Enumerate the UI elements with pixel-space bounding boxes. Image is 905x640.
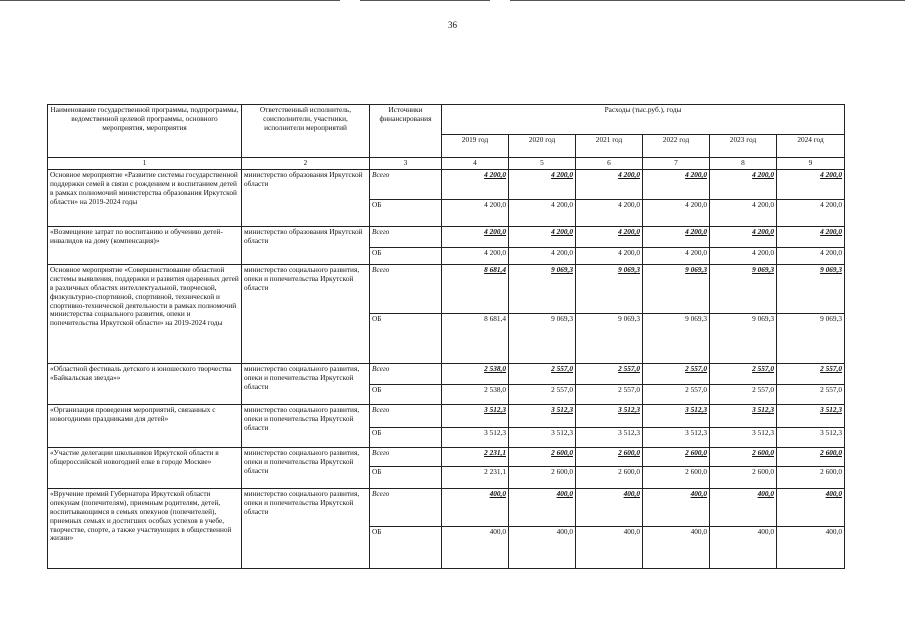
total-amount: 2 557,0 bbox=[777, 364, 845, 385]
total-amount: 4 200,0 bbox=[777, 170, 845, 200]
activity-name: «Областной фестиваль детского и юношеского творчества «Байкальская звезда»» bbox=[48, 364, 242, 405]
funding-source-ob: ОБ bbox=[370, 314, 442, 364]
column-number: 6 bbox=[576, 158, 643, 170]
ob-amount: 2 557,0 bbox=[710, 385, 777, 405]
ob-amount: 2 231,1 bbox=[442, 467, 509, 489]
ob-amount: 3 512,3 bbox=[442, 428, 509, 448]
scan-top-edge bbox=[0, 0, 905, 2]
total-amount: 9 069,3 bbox=[710, 265, 777, 314]
responsible-executor: министерство социального развития, опеки и попечительства Иркутской области bbox=[242, 448, 370, 489]
header-name: Наименование государственной программы, подпрограммы, ведомственной целевой программы, основного мероприятия, мероприятия bbox=[48, 105, 242, 158]
total-amount: 9 069,3 bbox=[777, 265, 845, 314]
column-number: 2 bbox=[242, 158, 370, 170]
total-amount: 2 600,0 bbox=[777, 448, 845, 467]
ob-amount: 2 600,0 bbox=[576, 467, 643, 489]
total-amount: 3 512,3 bbox=[643, 405, 710, 428]
funding-source-total: Всего bbox=[370, 227, 442, 248]
total-amount: 400,0 bbox=[509, 489, 576, 527]
ob-amount: 8 681,4 bbox=[442, 314, 509, 364]
header-year: 2020 год bbox=[509, 135, 576, 158]
responsible-executor: министерство образования Иркутской области bbox=[242, 227, 370, 265]
header-year: 2021 год bbox=[576, 135, 643, 158]
total-amount: 4 200,0 bbox=[710, 227, 777, 248]
responsible-executor: министерство социального развития, опеки и попечительства Иркутской области bbox=[242, 405, 370, 448]
table-body bbox=[48, 170, 845, 569]
total-amount: 4 200,0 bbox=[509, 170, 576, 200]
ob-amount: 2 557,0 bbox=[509, 385, 576, 405]
ob-amount: 2 600,0 bbox=[710, 467, 777, 489]
ob-amount: 4 200,0 bbox=[576, 200, 643, 227]
total-amount: 400,0 bbox=[442, 489, 509, 527]
ob-amount: 4 200,0 bbox=[710, 200, 777, 227]
total-amount: 4 200,0 bbox=[576, 170, 643, 200]
funding-source-ob: ОБ bbox=[370, 527, 442, 569]
total-amount: 2 231,1 bbox=[442, 448, 509, 467]
total-amount: 9 069,3 bbox=[509, 265, 576, 314]
ob-amount: 3 512,3 bbox=[710, 428, 777, 448]
funding-source-ob: ОБ bbox=[370, 200, 442, 227]
ob-amount: 2 557,0 bbox=[643, 385, 710, 405]
total-amount: 4 200,0 bbox=[643, 170, 710, 200]
funding-source-total: Всего bbox=[370, 265, 442, 314]
ob-amount: 3 512,3 bbox=[777, 428, 845, 448]
total-amount: 400,0 bbox=[710, 489, 777, 527]
ob-amount: 4 200,0 bbox=[509, 248, 576, 265]
funding-source-ob: ОБ bbox=[370, 385, 442, 405]
total-amount: 3 512,3 bbox=[710, 405, 777, 428]
table-row bbox=[48, 405, 845, 428]
ob-amount: 2 538,0 bbox=[442, 385, 509, 405]
ob-amount: 4 200,0 bbox=[643, 248, 710, 265]
column-number: 9 bbox=[777, 158, 845, 170]
total-amount: 3 512,3 bbox=[777, 405, 845, 428]
funding-source-total: Всего bbox=[370, 405, 442, 428]
total-amount: 2 557,0 bbox=[643, 364, 710, 385]
table-row bbox=[48, 489, 845, 527]
total-amount: 2 538,0 bbox=[442, 364, 509, 385]
activity-name: «Организация проведения мероприятий, связанных с новогодними праздниками для детей» bbox=[48, 405, 242, 448]
total-amount: 2 557,0 bbox=[710, 364, 777, 385]
header-source: Источники финансирования bbox=[370, 105, 442, 158]
total-amount: 4 200,0 bbox=[777, 227, 845, 248]
ob-amount: 4 200,0 bbox=[509, 200, 576, 227]
ob-amount: 3 512,3 bbox=[576, 428, 643, 448]
funding-source-ob: ОБ bbox=[370, 467, 442, 489]
total-amount: 400,0 bbox=[777, 489, 845, 527]
column-number: 7 bbox=[643, 158, 710, 170]
total-amount: 2 600,0 bbox=[576, 448, 643, 467]
ob-amount: 4 200,0 bbox=[710, 248, 777, 265]
ob-amount: 9 069,3 bbox=[576, 314, 643, 364]
total-amount: 4 200,0 bbox=[710, 170, 777, 200]
total-amount: 9 069,3 bbox=[576, 265, 643, 314]
funding-source-ob: ОБ bbox=[370, 428, 442, 448]
total-amount: 9 069,3 bbox=[643, 265, 710, 314]
total-amount: 4 200,0 bbox=[509, 227, 576, 248]
budget-table bbox=[47, 104, 845, 569]
total-amount: 2 600,0 bbox=[710, 448, 777, 467]
total-amount: 8 681,4 bbox=[442, 265, 509, 314]
total-amount: 4 200,0 bbox=[643, 227, 710, 248]
ob-amount: 9 069,3 bbox=[509, 314, 576, 364]
total-amount: 4 200,0 bbox=[442, 227, 509, 248]
ob-amount: 4 200,0 bbox=[442, 248, 509, 265]
header-executor: Ответственный исполнитель, соисполнители, участники, исполнители мероприятий bbox=[242, 105, 370, 158]
column-number: 4 bbox=[442, 158, 509, 170]
total-amount: 400,0 bbox=[576, 489, 643, 527]
ob-amount: 400,0 bbox=[509, 527, 576, 569]
total-amount: 4 200,0 bbox=[576, 227, 643, 248]
activity-name: «Вручение премий Губернатора Иркутской области опекунам (попечителям), приемным родителям, детей, воспитывающимся в семьях опекунов (попечителей), приемных семьях и достигших особых успехов в учебе, творчестве, спорте, а также участвующих в общественной жизни» bbox=[48, 489, 242, 569]
table-row bbox=[48, 227, 845, 248]
total-amount: 3 512,3 bbox=[442, 405, 509, 428]
funding-source-total: Всего bbox=[370, 364, 442, 385]
table-row bbox=[48, 364, 845, 385]
ob-amount: 3 512,3 bbox=[509, 428, 576, 448]
ob-amount: 4 200,0 bbox=[442, 200, 509, 227]
table-row bbox=[48, 448, 845, 467]
ob-amount: 2 600,0 bbox=[777, 467, 845, 489]
header-expenses: Расходы (тыс.руб.), годы bbox=[442, 105, 845, 135]
total-amount: 4 200,0 bbox=[442, 170, 509, 200]
ob-amount: 4 200,0 bbox=[777, 248, 845, 265]
ob-amount: 400,0 bbox=[643, 527, 710, 569]
total-amount: 3 512,3 bbox=[576, 405, 643, 428]
column-number: 5 bbox=[509, 158, 576, 170]
ob-amount: 4 200,0 bbox=[777, 200, 845, 227]
responsible-executor: министерство образования Иркутской области bbox=[242, 170, 370, 227]
activity-name: «Участие делегации школьников Иркутской области в общероссийской новогодней елке в городе Москве» bbox=[48, 448, 242, 489]
responsible-executor: министерство социального развития, опеки и попечительства Иркутской области bbox=[242, 364, 370, 405]
ob-amount: 9 069,3 bbox=[643, 314, 710, 364]
header-year: 2019 год bbox=[442, 135, 509, 158]
ob-amount: 2 557,0 bbox=[576, 385, 643, 405]
responsible-executor: министерство социального развития, опеки и попечительства Иркутской области bbox=[242, 265, 370, 364]
responsible-executor: министерство социального развития, опеки и попечительства Иркутской области bbox=[242, 489, 370, 569]
ob-amount: 4 200,0 bbox=[643, 200, 710, 227]
total-amount: 2 600,0 bbox=[509, 448, 576, 467]
total-amount: 3 512,3 bbox=[509, 405, 576, 428]
total-amount: 400,0 bbox=[643, 489, 710, 527]
ob-amount: 2 600,0 bbox=[509, 467, 576, 489]
ob-amount: 2 600,0 bbox=[643, 467, 710, 489]
ob-amount: 4 200,0 bbox=[576, 248, 643, 265]
column-number: 3 bbox=[370, 158, 442, 170]
table-row bbox=[48, 265, 845, 314]
ob-amount: 2 557,0 bbox=[777, 385, 845, 405]
ob-amount: 400,0 bbox=[777, 527, 845, 569]
activity-name: Основное мероприятие «Совершенствование областной системы выявления, поддержки и развития одаренных детей в различных областях интеллектуальной, творческой, физкультурно-спортивной, спортивной, технической и спортивно-технической деятельности в рамках полномочий министерства социального развития, опеки и попечительства Иркутской области» на 2019-2024 годы bbox=[48, 265, 242, 364]
ob-amount: 9 069,3 bbox=[777, 314, 845, 364]
ob-amount: 400,0 bbox=[576, 527, 643, 569]
total-amount: 2 600,0 bbox=[643, 448, 710, 467]
header-year: 2024 год bbox=[777, 135, 845, 158]
total-amount: 2 557,0 bbox=[576, 364, 643, 385]
funding-source-total: Всего bbox=[370, 448, 442, 467]
table-row bbox=[48, 170, 845, 200]
header-year: 2023 год bbox=[710, 135, 777, 158]
ob-amount: 3 512,3 bbox=[643, 428, 710, 448]
ob-amount: 400,0 bbox=[442, 527, 509, 569]
page-number: 36 bbox=[448, 20, 457, 30]
column-number: 1 bbox=[48, 158, 242, 170]
funding-source-total: Всего bbox=[370, 170, 442, 200]
ob-amount: 9 069,3 bbox=[710, 314, 777, 364]
column-number: 8 bbox=[710, 158, 777, 170]
total-amount: 2 557,0 bbox=[509, 364, 576, 385]
funding-source-total: Всего bbox=[370, 489, 442, 527]
header-year: 2022 год bbox=[643, 135, 710, 158]
activity-name: «Возмещение затрат по воспитанию и обучению детей-инвалидов на дому (компенсация)» bbox=[48, 227, 242, 265]
funding-source-ob: ОБ bbox=[370, 248, 442, 265]
activity-name: Основное мероприятие «Развитие системы государственной поддержки семей в связи с рождением и воспитанием детей в рамках полномочий министерства образования Иркутской области» на 2019-2024 годы bbox=[48, 170, 242, 227]
ob-amount: 400,0 bbox=[710, 527, 777, 569]
